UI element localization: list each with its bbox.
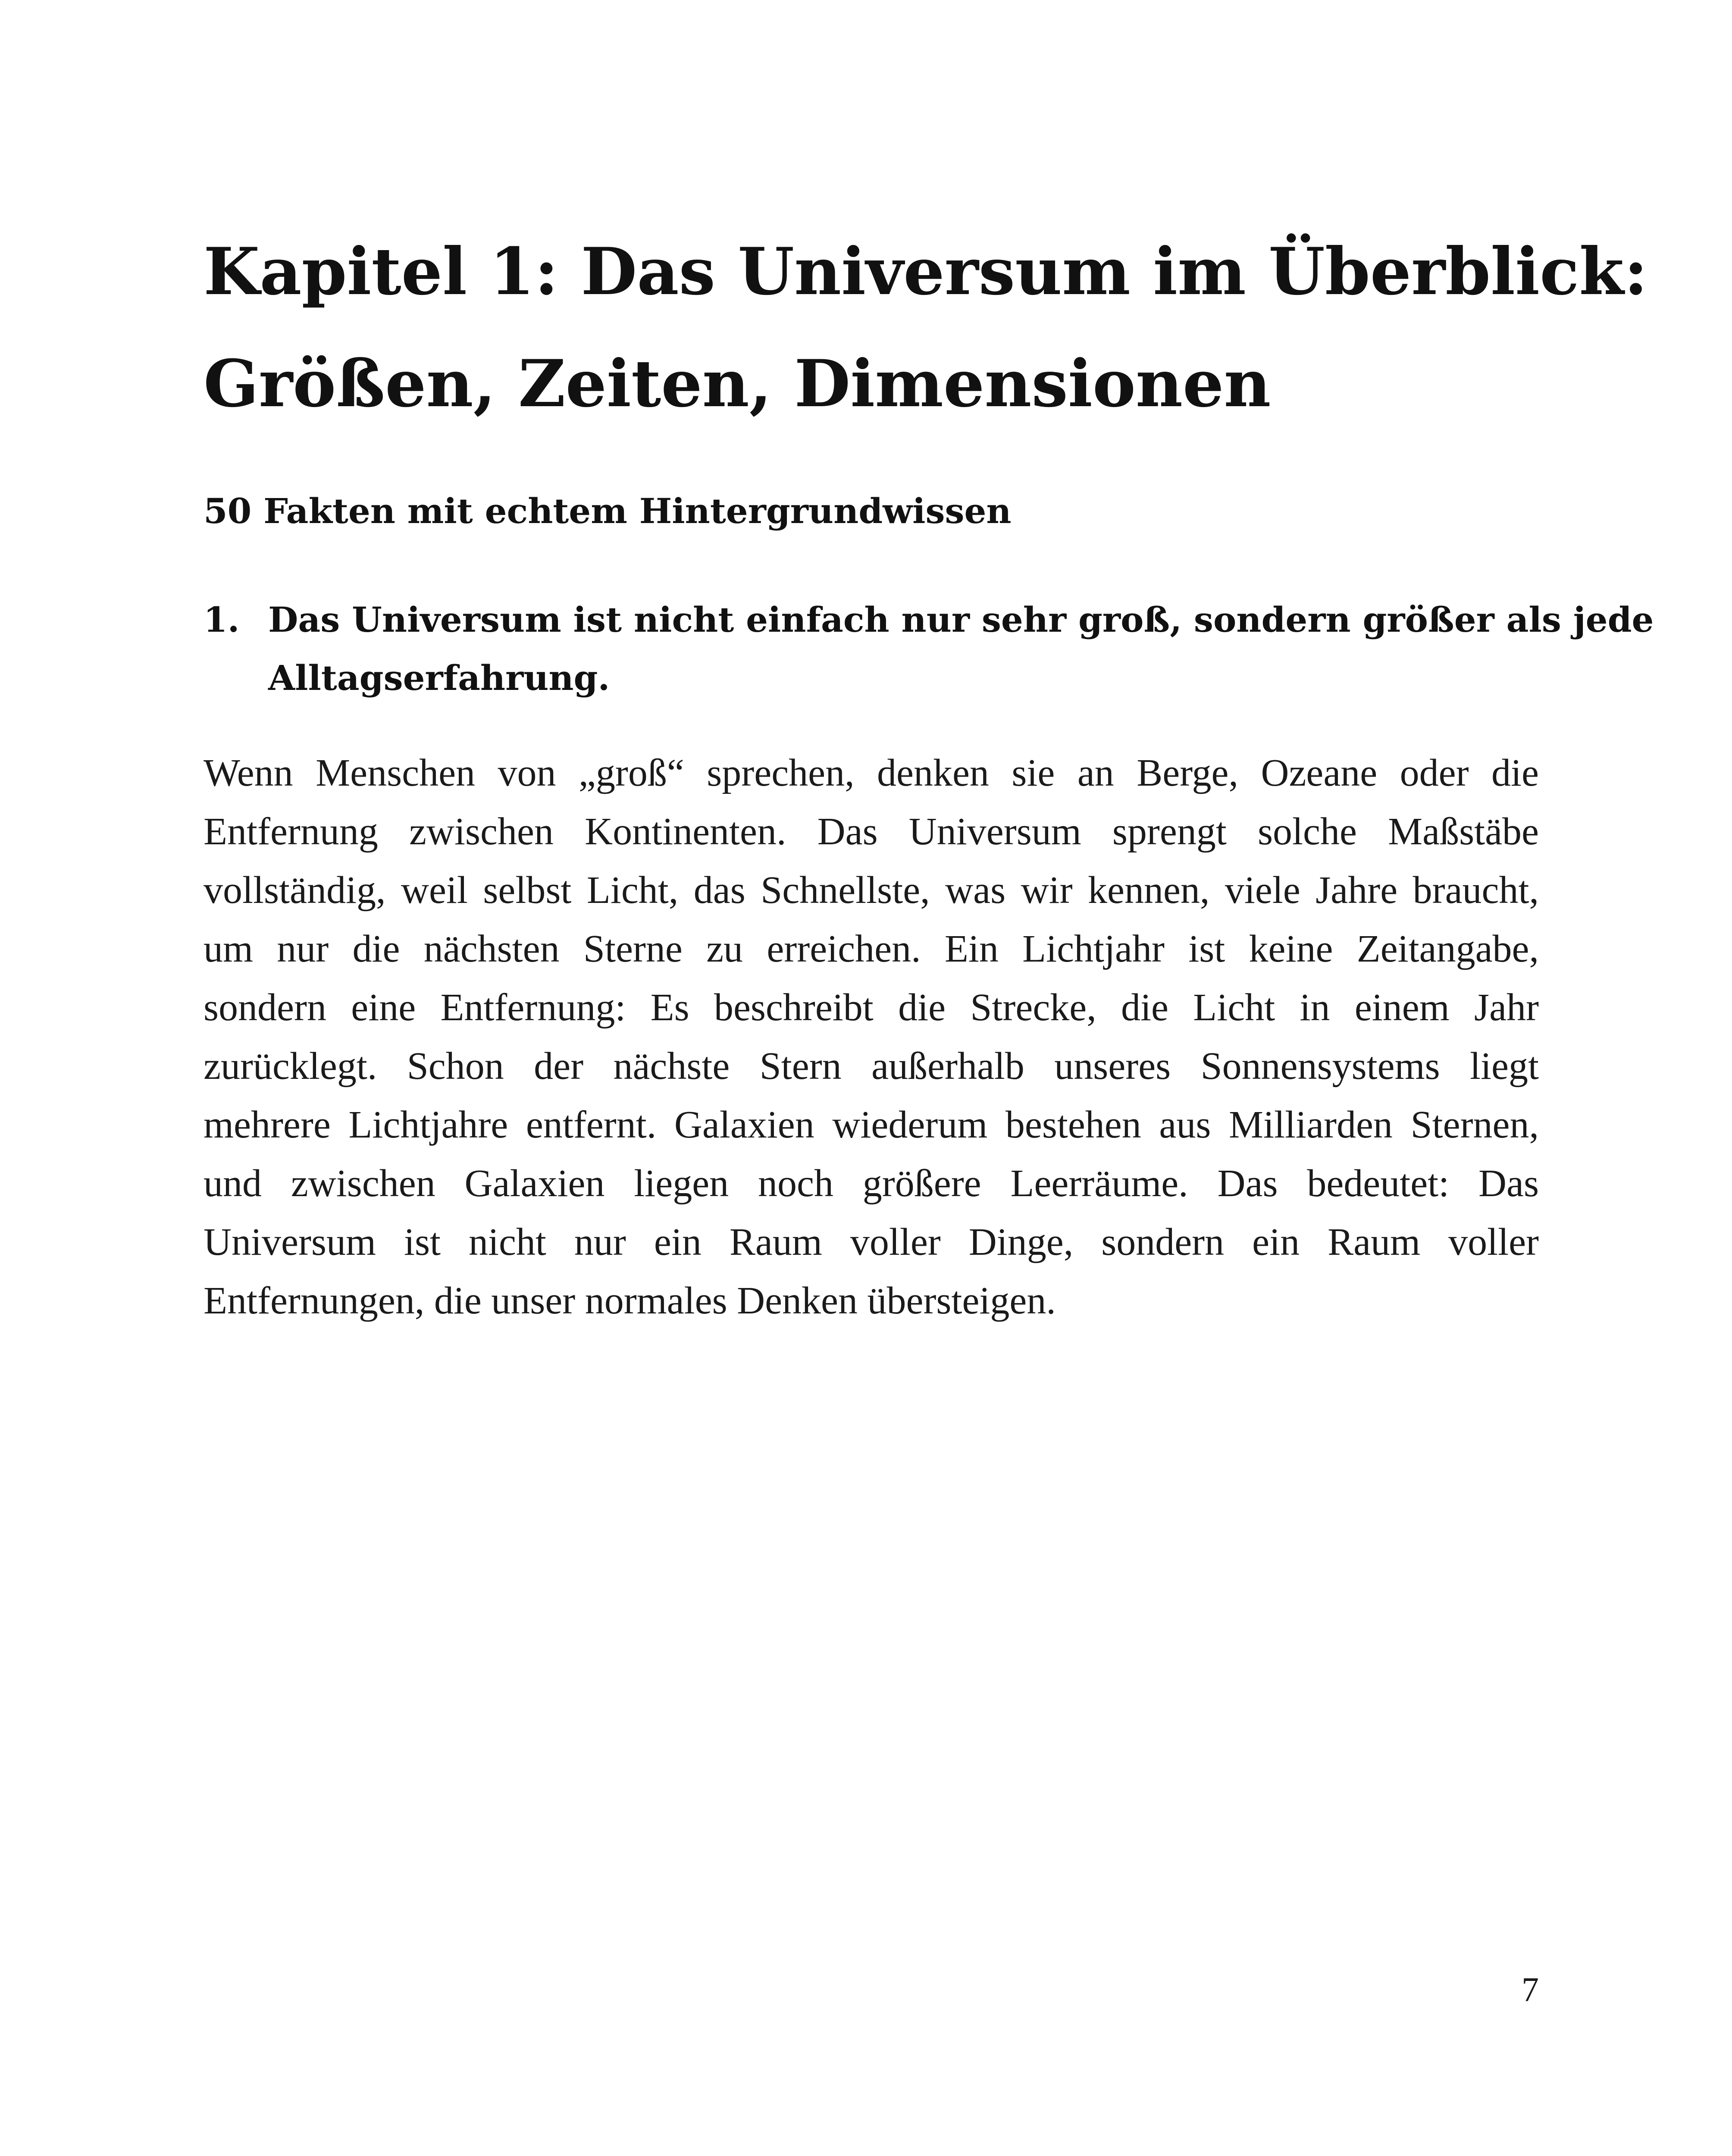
chapter-subtitle: 50 Fakten mit echtem Hintergrundwissen	[204, 491, 1012, 531]
body-line: Universum ist nicht nur ein Raum voller Dinge, sondern ein Raum voller	[204, 1221, 1539, 1263]
chapter-title	[204, 216, 1648, 440]
fact-heading	[204, 591, 1654, 707]
chapter-title-line-1: Kapitel 1: Das Universum im Überblick:	[204, 234, 1648, 310]
body-paragraph	[204, 744, 1539, 1330]
fact-number: 1.	[204, 599, 240, 640]
body-line: zurücklegt. Schon der nächste Stern außerhalb unseres Sonnensystems liegt	[204, 1045, 1539, 1087]
body-line: Entfernung zwischen Kontinenten. Das Universum sprengt solche Maßstäbe	[204, 810, 1539, 853]
body-line: um nur die nächsten Sterne zu erreichen. Ein Lichtjahr ist keine Zeitangabe,	[204, 928, 1539, 970]
body-line: Wenn Menschen von „groß“ sprechen, denken sie an Berge, Ozeane oder die	[204, 752, 1539, 794]
fact-heading-text	[268, 591, 1654, 707]
page-number: 7	[1522, 1971, 1539, 2009]
fact-heading-line-2: Alltagserfahrung.	[268, 658, 610, 698]
body-line: und zwischen Galaxien liegen noch größere Leerräume. Das bedeutet: Das	[204, 1162, 1539, 1205]
body-line: Entfernungen, die unser normales Denken übersteigen.	[204, 1279, 1056, 1322]
body-line: mehrere Lichtjahre entfernt. Galaxien wiederum bestehen aus Milliarden Sternen,	[204, 1103, 1539, 1146]
fact-heading-line-1: Das Universum ist nicht einfach nur sehr groß, sondern größer als jede	[268, 599, 1654, 640]
body-line: sondern eine Entfernung: Es beschreibt die Strecke, die Licht in einem Jahr	[204, 986, 1539, 1029]
body-line: vollständig, weil selbst Licht, das Schnellste, was wir kennen, viele Jahre braucht,	[204, 869, 1539, 912]
chapter-title-line-2: Größen, Zeiten, Dimensionen	[204, 346, 1271, 422]
